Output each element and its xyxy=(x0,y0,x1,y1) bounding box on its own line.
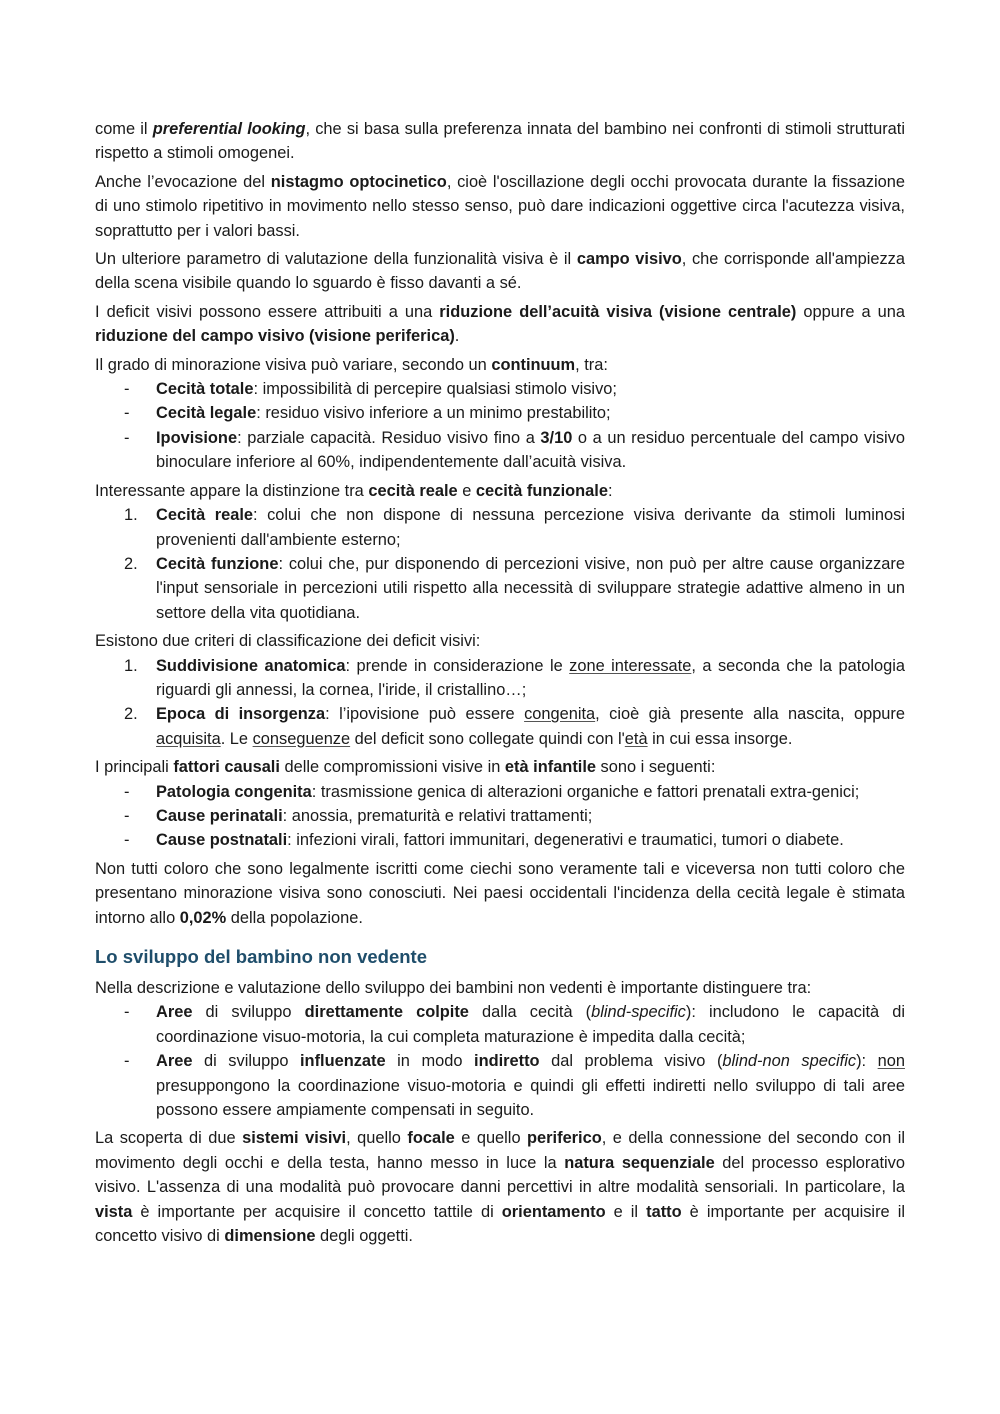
list-item: - Cecità legale: residuo visivo inferiore a un minimo prestabilito; xyxy=(124,404,611,423)
list-item: - Cause postnatali: infezioni virali, fattori immunitari, degenerativi e traumatici, tumori o diabete. xyxy=(124,831,844,850)
paragraph-continuum: Il grado di minorazione visiva può variare, secondo un continuum, tra: xyxy=(95,355,608,374)
paragraph-incidenza: Non tutti coloro che sono legalmente iscritti come ciechi sono veramente tali e viceversa non tutti coloro che presentano minorazione visiva sono conosciuti. Nei paesi occidentali l'incidenza della cecità legale è stimata intorno allo 0,02% della popolazione. xyxy=(95,859,905,927)
paragraph-deficit-visivi: I deficit visivi possono essere attribuiti a una riduzione dell’acuità visiva (visione centrale) oppure a una riduzione del campo visivo (visione periferica). xyxy=(95,302,905,346)
paragraph-preferential-looking: come il preferential looking, che si basa sulla preferenza innata del bambino nei confronti di stimoli strutturati rispetto a stimoli omogenei. xyxy=(95,120,905,163)
list-grado-minorazione xyxy=(95,377,905,475)
list-cecita-reale-funzionale xyxy=(95,503,905,625)
paragraph-fattori-causali: I principali fattori causali delle compromissioni visive in età infantile sono i seguenti: xyxy=(95,758,716,777)
list-item: 2. Epoca di insorgenza: l’ipovisione può essere congenita, cioè già presente alla nascita, oppure acquisita. Le conseguenze del deficit sono collegate quindi con l'età in cui essa insorge. xyxy=(124,705,905,748)
section-heading: Lo sviluppo del bambino non vedente xyxy=(95,946,427,967)
paragraph-sistemi-visivi: La scoperta di due sistemi visivi, quello focale e quello periferico, e della connessione del secondo con il movimento degli occhi e della testa, hanno messo in luce la natura sequenziale del processo esplorativo visivo. L'assenza di una modalità può provocare danni percettivi in altre modalità sensoriali. In particolare, la vista è importante per acquisire il concetto tattile di orientamento e il tatto è importante per acquisire il concetto visivo di dimensione degli oggetti. xyxy=(95,1129,905,1246)
term-nistagmo: nistagmo optocinetico xyxy=(270,172,447,191)
list-aree-sviluppo xyxy=(95,1000,905,1122)
list-item: 2. Cecità funzione: colui che, pur disponendo di percezioni visive, non può per altre cause organizzare l'input sensoriale in percezioni utili rispetto alla necessità di sviluppare strategie adattive almeno in un settore della vita quotidiana. xyxy=(124,554,905,622)
paragraph-nistagmo: Anche l’evocazione del nistagmo optocinetico, cioè l'oscillazione degli occhi provocata durante la fissazione di uno stimolo ripetitivo in movimento nello stesso senso, può dare indicazioni oggettive circa l'acutezza visiva, soprattutto per i valori bassi. xyxy=(95,172,905,240)
list-fattori-causali xyxy=(95,780,905,853)
term-campo-visivo: campo visivo xyxy=(576,250,682,269)
list-item: - Aree di sviluppo influenzate in modo indiretto dal problema visivo (blind-non specific): non presuppongono la coordinazione visuo-motoria e quindi gli effetti indiretti nello sviluppo di tali aree possono essere ampiamente compensati in seguito. xyxy=(124,1052,905,1120)
list-item: - Ipovisione: parziale capacità. Residuo visivo fino a 3/10 o a un residuo percentuale del campo visivo binoculare inferiore al 60%, indipendentemente dall’acuità visiva. xyxy=(124,428,905,472)
list-item: - Aree di sviluppo direttamente colpite dalla cecità (blind-specific): includono le capacità di coordinazione visuo-motoria, la cui completa maturazione è impedita dalla cecità; xyxy=(124,1003,905,1046)
paragraph-distinzione-cecita: Interessante appare la distinzione tra cecità reale e cecità funzionale: xyxy=(95,481,613,500)
list-item: 1. Cecità reale: colui che non dispone di nessuna percezione visiva derivante da stimoli luminosi provenienti dall'ambiente esterno; xyxy=(124,506,906,549)
term-preferential-looking: preferential looking xyxy=(152,120,306,138)
list-item: - Cecità totale: impossibilità di percepire qualsiasi stimolo visivo; xyxy=(124,380,617,399)
paragraph-sviluppo-intro: Nella descrizione e valutazione dello sviluppo dei bambini non vedenti è importante distinguere tra: xyxy=(95,979,812,997)
document-page xyxy=(95,117,905,1252)
list-item: - Patologia congenita: trasmissione genica di alterazioni organiche e fattori prenatali extra-genici; xyxy=(124,782,860,801)
list-item: 1. Suddivisione anatomica: prende in considerazione le zone interessate, a seconda che la patologia riguardi gli annessi, la cornea, l'iride, il cristallino…; xyxy=(124,656,905,699)
list-item: - Cause perinatali: anossia, prematurità e relativi trattamenti; xyxy=(124,806,593,825)
paragraph-criteri: Esistono due criteri di classificazione dei deficit visivi: xyxy=(95,632,481,651)
list-criteri-classificazione xyxy=(95,654,905,752)
paragraph-campo-visivo: Un ulteriore parametro di valutazione della funzionalità visiva è il campo visivo, che corrisponde all'ampiezza della scena visibile quando lo sguardo è fisso davanti a sé. xyxy=(95,250,905,293)
